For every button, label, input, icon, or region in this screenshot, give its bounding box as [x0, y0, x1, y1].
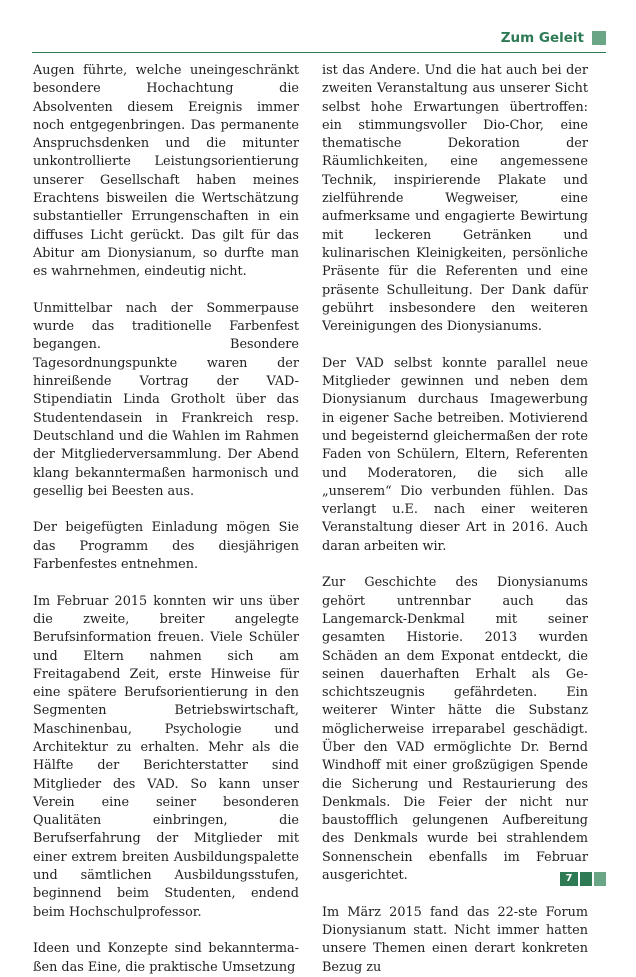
page-header: [32, 28, 606, 53]
paragraph: Im Februar 2015 konnten wir uns über die zweite, breiter angelegte Berufsinformation freuen. Viele Schüler und Eltern nahmen sich am Freitagabend Zeit, erste Hinweise für eine spätere Berufsorientierung in den Segmenten Betriebswirtschaft, Maschinenbau, Psychologie und Architektur zu erhalten. Mehr als die Hälfte der Berichterstatter sind Mitglieder des VAD. So kann unser Verein eine seiner besonderen Qualitäten einbringen, die Berufserfahrung der Mitglieder mit einer extrem breiten Ausbildungspalette und sämtlichen Ausbildungsstufen, beginnend beim Studenten, endend beim Hochschulprofessor.: [33, 593, 299, 920]
paragraph: Ideen und Konzepte sind bekanntermaßen das Eine, die praktische Umsetzung: [33, 941, 299, 975]
paragraph: Der beigefügten Einladung mögen Sie das Programm des diesjährigen Farbenfestes entnehmen.: [33, 520, 299, 573]
paragraph: Im März 2015 fand das 22-ste Forum Dionysianum statt. Nicht immer hatten unsere Themen einen derart konkreten Bezug zu: [322, 904, 588, 975]
footer-square-icon: [594, 872, 606, 886]
paragraph: Augen führte, welche uneingeschränkt besondere Hochachtung die Absolventen diesem Ereignis immer noch entgegenbringen. Das permanente Anspruchsdenken und die mitunter unkontrollierte Leistungsorientierung unserer Gesellschaft haben meines Erachtens bisweilen die Wertschätzung substantieller Errungenschaften in ein diffuses Licht gerückt. Das gilt für das Abitur am Dionysianum, so durfte man es wahrnehmen, eindeutig nicht.: [33, 63, 299, 280]
paragraph: ist das Andere. Und die hat auch bei der zweiten Veranstaltung aus unserer Sicht selbst hohe Erwartungen übertroffen: ein stimmungsvoller Dio-Chor, eine thematische Dekoration der Räumlichkeiten, eine angemessene Technik, inspirierende Plakate und zielführende Wegweiser, eine aufmerksame und engagierte Bewirtung mit leckeren Getränken und kulinarischen Kleinigkeiten, persönliche Präsente für die Referenten und eine präsente Schulleitung. Der Dank dafür gebührt insbesondere den weiteren Vereinigungen des Dionysianums.: [322, 63, 588, 335]
section-title: Zum Geleit: [500, 30, 584, 46]
left-column: [33, 62, 299, 977]
paragraph: Zur Geschichte des Dionysianums gehört untrennbar auch das Langemarck-Denkmal mit seiner gesamten Historie. 2013 wurden Schäden an dem Exponat entdeckt, die seinen dauerhaften Erhalt als Geschichtszeugnis gefährdeten. Ein weiterer Winter hätte die Substanz möglicherweise irreparabel geschädigt. Über den VAD ermöglichte Dr. Bernd Windhoff mit einer großzügigen Spende die Sicherung und Restaurierung des Denkmals. Die Feier der nicht nur baustofflich gelungenen Aufbereitung des Denkmals wurde bei strahlendem Sonnenschein ebenfalls im Februar ausgerichtet.: [322, 575, 588, 884]
page-footer: [560, 872, 606, 886]
paragraph: Unmittelbar nach der Sommerpause wurde das traditionelle Farbenfest begangen. Besondere Tagesordnungspunkte waren der hinreißende Vortrag der VAD-Stipendiatin Linda Grotholt über das Studentendasein in Frankreich resp. Deutschland und die Wahlen im Rahmen der Mitgliederversammlung. Der Abend klang bekanntermaßen harmonisch und gesellig bei Beesten aus.: [33, 300, 299, 499]
footer-square-icon: [580, 872, 592, 886]
right-column: [322, 62, 588, 977]
header-square-icon: [592, 31, 606, 45]
page-number: 7: [560, 872, 578, 886]
paragraph: Der VAD selbst konnte parallel neue Mitglieder gewinnen und neben dem Dionysianum durchaus Imagewerbung in eigener Sache betreiben. Motivierend und begeisternd gleichermaßen der rote Faden von Schülern, Eltern, Referenten und Moderatoren, die sich alle „unserem“ Dio verbunden fühlen. Das verlangt u.E. nach einer weiteren Veranstaltung dieser Art in 2016. Auch daran arbeiten wir.: [322, 355, 588, 554]
